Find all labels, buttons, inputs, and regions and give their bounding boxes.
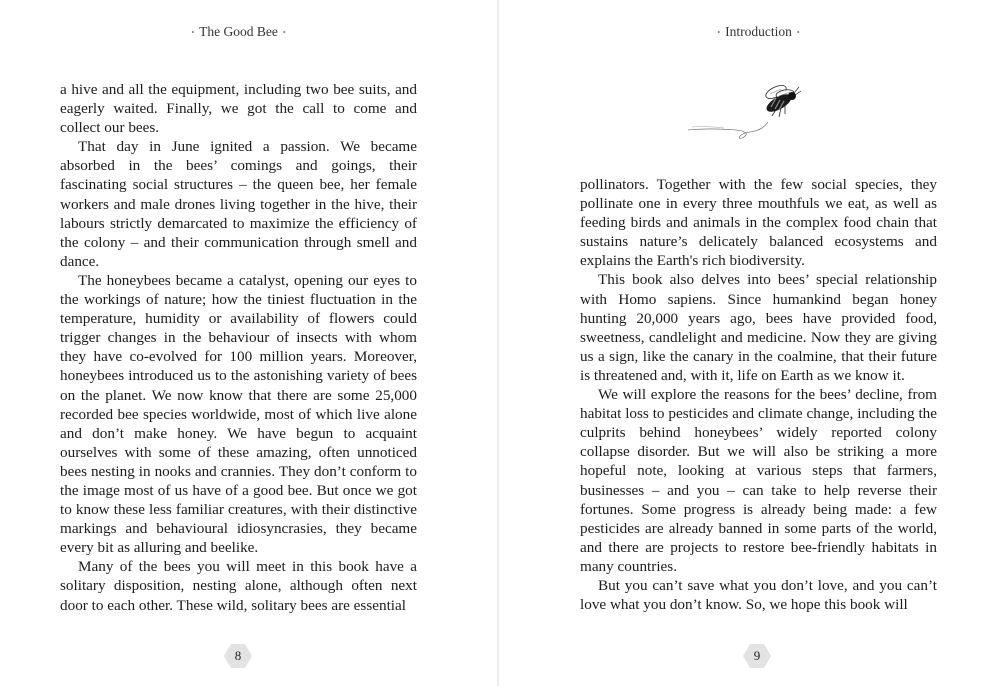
book-title: The Good Bee <box>199 24 278 39</box>
ornament-dot-icon: • <box>717 28 721 38</box>
ornament-dot-icon: • <box>191 28 195 38</box>
paragraph: pollinators. Together with the few social species, they pollinate one in every three mouthfuls we eat, as well as feeding birds and animals in the complex food chain that sustains nature’s delicately balanced ecosystems and explains the Earth's rich biodiversity. <box>580 176 937 270</box>
running-head-book-title <box>60 24 417 40</box>
paragraph: This book also delves into bees’ special relationship with Homo sapiens. Since humankind began honey hunting 20,000 years ago, bees have provided food, sweetness, candlelight and medicine. Now they are giving us a sign, like the canary in the coalmine, that their future is threatened and, with it, life on Earth as we know it. <box>580 271 937 384</box>
paragraph: But you can’t save what you don’t love, and you can’t love what you don’t know. So, we hope this book will <box>580 576 937 614</box>
paragraph: We will explore the reasons for the bees’ decline, from habitat loss to pesticides and climate change, including the culprits behind honeybees’ widely reported colony collapse disorder. But we will also be striking a more hopeful note, looking at various steps that farmers, businesses – and you – can take to help reverse their fortunes. Some progress is already being made: a few pesticides are already banned in some parts of the world, and there are projects to restore bee-friendly habitats in many countries. <box>580 386 937 575</box>
body-text <box>60 80 417 615</box>
page-number: 9 <box>753 648 761 663</box>
running-head-chapter-title <box>580 24 937 40</box>
bee-in-flight-icon <box>684 78 804 148</box>
paragraph: That day in June ignited a passion. We became absorbed in the bees’ comings and goings, their fascinating social structures – the queen bee, her female workers and male drones living together in the hive, their labours strictly demarcated to maximize the efficiency of the colony – and their communication through smell and dance. <box>60 138 417 270</box>
paragraph: The honeybees became a catalyst, opening our eyes to the workings of nature; how the tiniest fluctuation in the temperature, humidity or availability of flowers could trigger changes in the behaviour of insects with whom they have co-evolved for 100 million years. Moreover, honeybees introduced us to the astonishing variety of bees on the planet. We now know that there are some 25,000 recorded bee species worldwide, most of which live alone and don’t make honey. We have begun to acquaint ourselves with some of these amazing, often unnoticed bees nesting in nooks and crannies. They don’t conform to the image most of us have of a good bee. But once we got to know these less familiar creatures, with their distinctive markings and behavioural idiosyncrasies, they became every bit as alluring and beelike. <box>60 271 417 557</box>
paragraph: a hive and all the equipment, including two bee suits, and eagerly waited. Finally, we got the call to come and collect our bees. <box>60 81 417 137</box>
page-number-badge <box>742 643 772 669</box>
ornament-dot-icon: • <box>796 28 800 38</box>
page-number: 8 <box>234 648 242 663</box>
page-number-badge <box>223 643 253 669</box>
chapter-title: Introduction <box>725 24 792 39</box>
right-page <box>498 0 996 686</box>
ornament-dot-icon: • <box>282 28 286 38</box>
paragraph: Many of the bees you will meet in this book have a solitary disposition, nesting alone, although often next door to each other. These wild, solitary bees are essential <box>60 558 417 614</box>
body-text <box>580 175 937 614</box>
